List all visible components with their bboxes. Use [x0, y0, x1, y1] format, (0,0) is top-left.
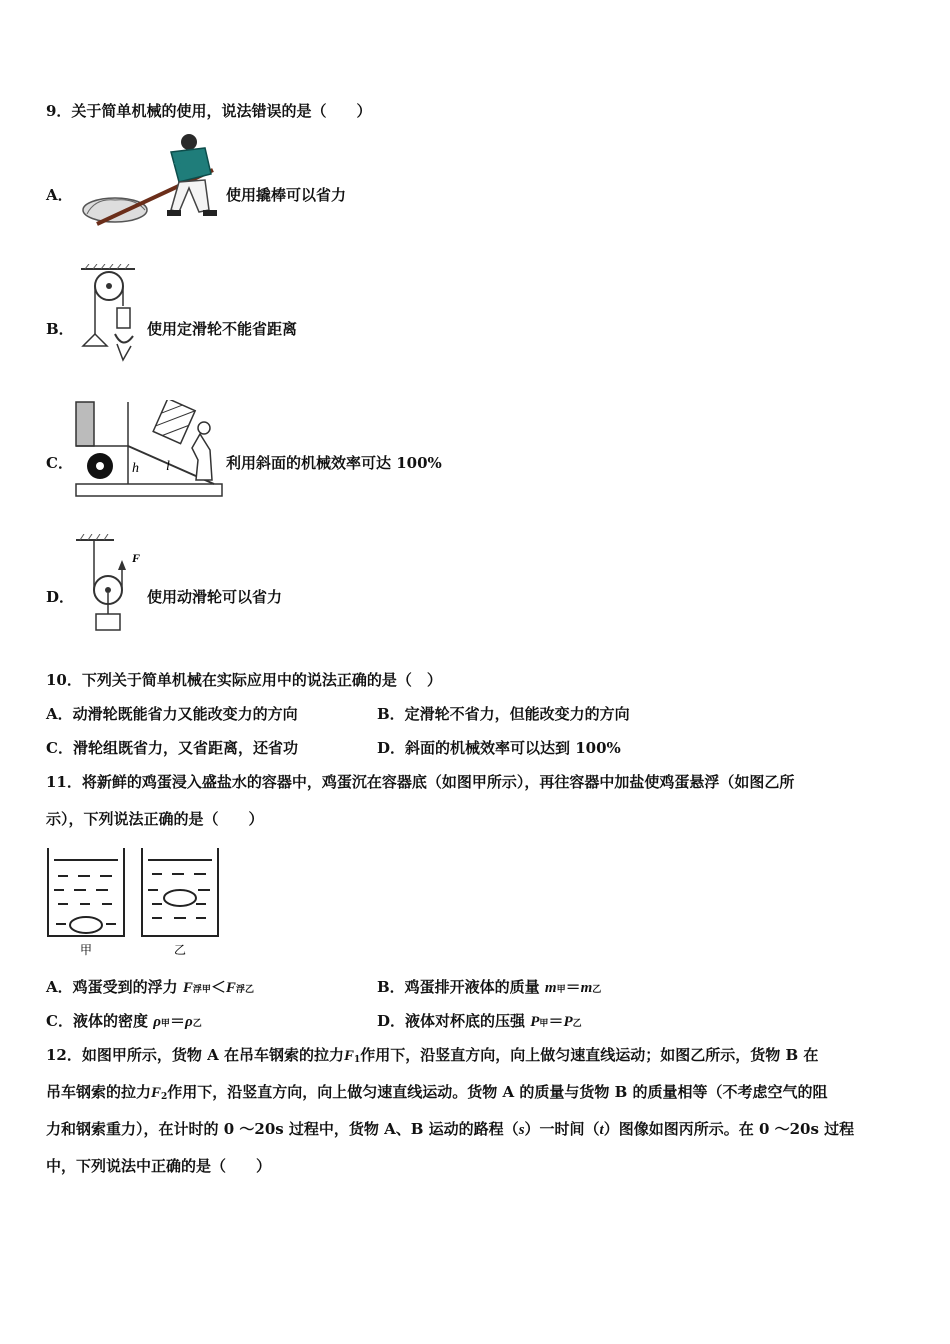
q11-d-rel: ＝ [548, 1012, 564, 1030]
q9-option-c-letter: C． [46, 454, 73, 472]
height-label: h [132, 461, 139, 476]
force-label: F [132, 551, 141, 565]
q10-option-a: A．动滑轮既能省力又能改变力的方向 [46, 705, 298, 723]
beaker-label-yi: 乙 [174, 943, 187, 957]
q12-line4: 中，下列说法中正确的是（ ） [46, 1157, 272, 1175]
q11-b-sub1: 甲 [556, 985, 566, 995]
q11-option-c [46, 1011, 202, 1034]
q11-c-rel: ＝ [169, 1012, 185, 1030]
q11-d-prefix: D．液体对杯底的压强 [377, 1012, 526, 1030]
q11-d-var2: P [563, 1014, 573, 1030]
crowbar-figure [75, 132, 225, 232]
q11-c-sub1: 甲 [160, 1019, 170, 1029]
q9-option-d-letter: D． [46, 588, 75, 606]
q10-option-b: B．定滑轮不省力，但能改变力的方向 [377, 705, 630, 723]
q10-stem: 10．下列关于简单机械在实际应用中的说法正确的是（ ） [46, 671, 442, 689]
q9-stem: 9．关于简单机械的使用，说法错误的是（ ） [46, 102, 372, 120]
q12-l3-c: ）图像如图丙所示。在 0 ～20s 过程 [603, 1120, 855, 1138]
q12-l2-a: 吊车钢索的拉力 [46, 1083, 152, 1101]
movable-pulley-figure [74, 534, 154, 634]
q12-l2-var: F [151, 1085, 162, 1101]
q9-option-c-text: 利用斜面的机械效率可达 100% [226, 454, 442, 472]
q11-c-var1: ρ [153, 1014, 161, 1030]
q11-b-sub2: 乙 [592, 985, 602, 995]
q11-a-var1: F [182, 980, 193, 996]
q12-line2 [46, 1082, 828, 1107]
q12-l3-s: s [518, 1122, 525, 1138]
q12-l1-b: 作用下，沿竖直方向，向上做匀速直线运动；如图乙所示，货物 B 在 [360, 1046, 819, 1064]
fixed-pulley-figure [75, 264, 145, 368]
q10-option-c: C．滑轮组既省力，又省距离，还省功 [46, 739, 298, 757]
q11-b-var2: m [580, 980, 593, 996]
q11-stem-line2: 示），下列说法正确的是（ ） [46, 810, 264, 828]
q12-l3-a: 力和钢索重力），在计时的 0 ～20s 过程中，货物 A、B 运动的路程（ [46, 1120, 519, 1138]
q11-b-prefix: B．鸡蛋排开液体的质量 [377, 978, 540, 996]
q11-d-var1: P [530, 1014, 540, 1030]
q12-l3-t: t [599, 1122, 604, 1138]
q11-option-b [377, 977, 601, 1000]
q11-a-sub2: 浮乙 [235, 985, 254, 995]
q11-a-var2: F [225, 980, 236, 996]
q12-l1-var: F [343, 1048, 354, 1064]
q11-b-var1: m [544, 980, 557, 996]
q9-option-a-text: 使用撬棒可以省力 [226, 186, 347, 204]
length-label: l [166, 459, 170, 474]
q10-option-d: D．斜面的机械效率可以达到 100% [377, 739, 621, 757]
q11-b-rel: ＝ [565, 978, 581, 996]
q11-c-var2: ρ [184, 1014, 193, 1030]
q11-option-a [46, 977, 254, 1000]
incline-figure [74, 400, 224, 500]
q11-stem-line1: 11．将新鲜的鸡蛋浸入盛盐水的容器中，鸡蛋沉在容器底（如图甲所示），再往容器中加盐使鸡蛋悬浮（如图乙所 [46, 773, 795, 791]
q11-a-sub1: 浮甲 [192, 985, 211, 995]
q12-line1 [46, 1045, 818, 1070]
q11-a-prefix: A．鸡蛋受到的浮力 [46, 978, 178, 996]
q9-option-b-letter: B． [46, 320, 74, 338]
q11-c-sub2: 乙 [192, 1019, 202, 1029]
q12-l2-b: 作用下，沿竖直方向，向上做匀速直线运动。货物 A 的质量与货物 B 的质量相等（不考虑空气的阻 [167, 1083, 828, 1101]
beaker-label-jia: 甲 [80, 943, 93, 957]
q9-option-a-letter: A． [46, 186, 73, 204]
q11-a-rel: ＜ [210, 978, 226, 996]
q12-l1-sub: 1 [353, 1055, 361, 1065]
q12-l3-b: ）一时间（ [524, 1120, 600, 1138]
q11-option-d [377, 1011, 582, 1034]
q11-d-sub2: 乙 [572, 1019, 582, 1029]
egg-beakers-figure [44, 846, 228, 958]
q11-d-sub1: 甲 [539, 1019, 549, 1029]
q9-option-d-text: 使用动滑轮可以省力 [147, 588, 283, 606]
q11-c-prefix: C．液体的密度 [46, 1012, 148, 1030]
q12-l1-a: 12．如图甲所示，货物 A 在吊车钢索的拉力 [46, 1046, 344, 1064]
q9-option-b-text: 使用定滑轮不能省距离 [147, 320, 298, 338]
q12-line3 [46, 1119, 854, 1140]
q12-l2-sub: 2 [161, 1092, 168, 1102]
